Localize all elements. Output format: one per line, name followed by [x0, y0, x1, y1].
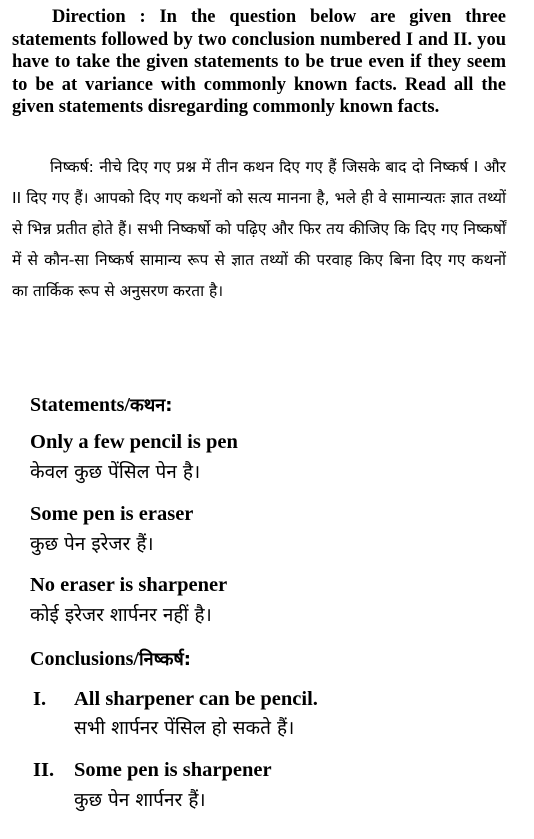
statements-heading-en: Statements/: [30, 394, 130, 416]
conclusion-2-hi: कुछ पेन शार्पनर हैं।: [74, 789, 206, 811]
conclusion-1-en: All sharpener can be pencil.: [74, 688, 318, 710]
conclusions-heading-en: Conclusions/: [30, 648, 139, 670]
direction-english: Direction : In the question below are given three statements followed by two conclusion numbered I and II. you have to take the given statements to be true even if they seem to be at variance with commonly known facts. Read all the given statements disregarding commonly known facts.: [12, 7, 506, 117]
conclusion-1-number: I.: [33, 688, 47, 710]
statement-3-hi: कोई इरेजर शार्पनर नहीं है।: [30, 604, 212, 626]
statement-3-en: No eraser is sharpener: [30, 574, 228, 596]
conclusion-2-en: Some pen is sharpener: [74, 759, 272, 781]
statement-2-en: Some pen is eraser: [30, 503, 194, 525]
statement-1-hi: केवल कुछ पेंसिल पेन है।: [30, 461, 201, 483]
statements-heading-hi: कथन:: [129, 395, 173, 416]
statement-1-en: Only a few pencil is pen: [30, 431, 238, 453]
conclusions-heading: [30, 647, 191, 672]
statements-heading: [30, 393, 173, 418]
statement-2-hi: कुछ पेन इरेजर हैं।: [30, 533, 154, 555]
direction-hindi: निष्कर्ष: नीचे दिए गए प्रश्न में तीन कथन दिए गए हैं जिसके बाद दो निष्कर्ष I और II दिए गए हैं। आपको दिए गए कथनों को सत्य मानना है, भले ही वे सामान्यतः ज्ञात तथ्यों से भिन्न प्रतीत होते हैं। सभी निष्कर्षो को पढ़िए और फिर तय कीजिए कि दिए गए निष्कर्षों में से कौन-सा निष्कर्ष सामान्य रूप से ज्ञात तथ्यों की परवाह किए बिना दिए गए कथनों का तार्किक रूप से अनुसरण करता है।: [12, 158, 506, 300]
conclusion-2-number: II.: [33, 759, 55, 781]
conclusion-1-hi: सभी शार्पनर पेंसिल हो सकते हैं।: [74, 717, 295, 739]
conclusions-heading-hi: निष्कर्ष:: [138, 649, 192, 670]
